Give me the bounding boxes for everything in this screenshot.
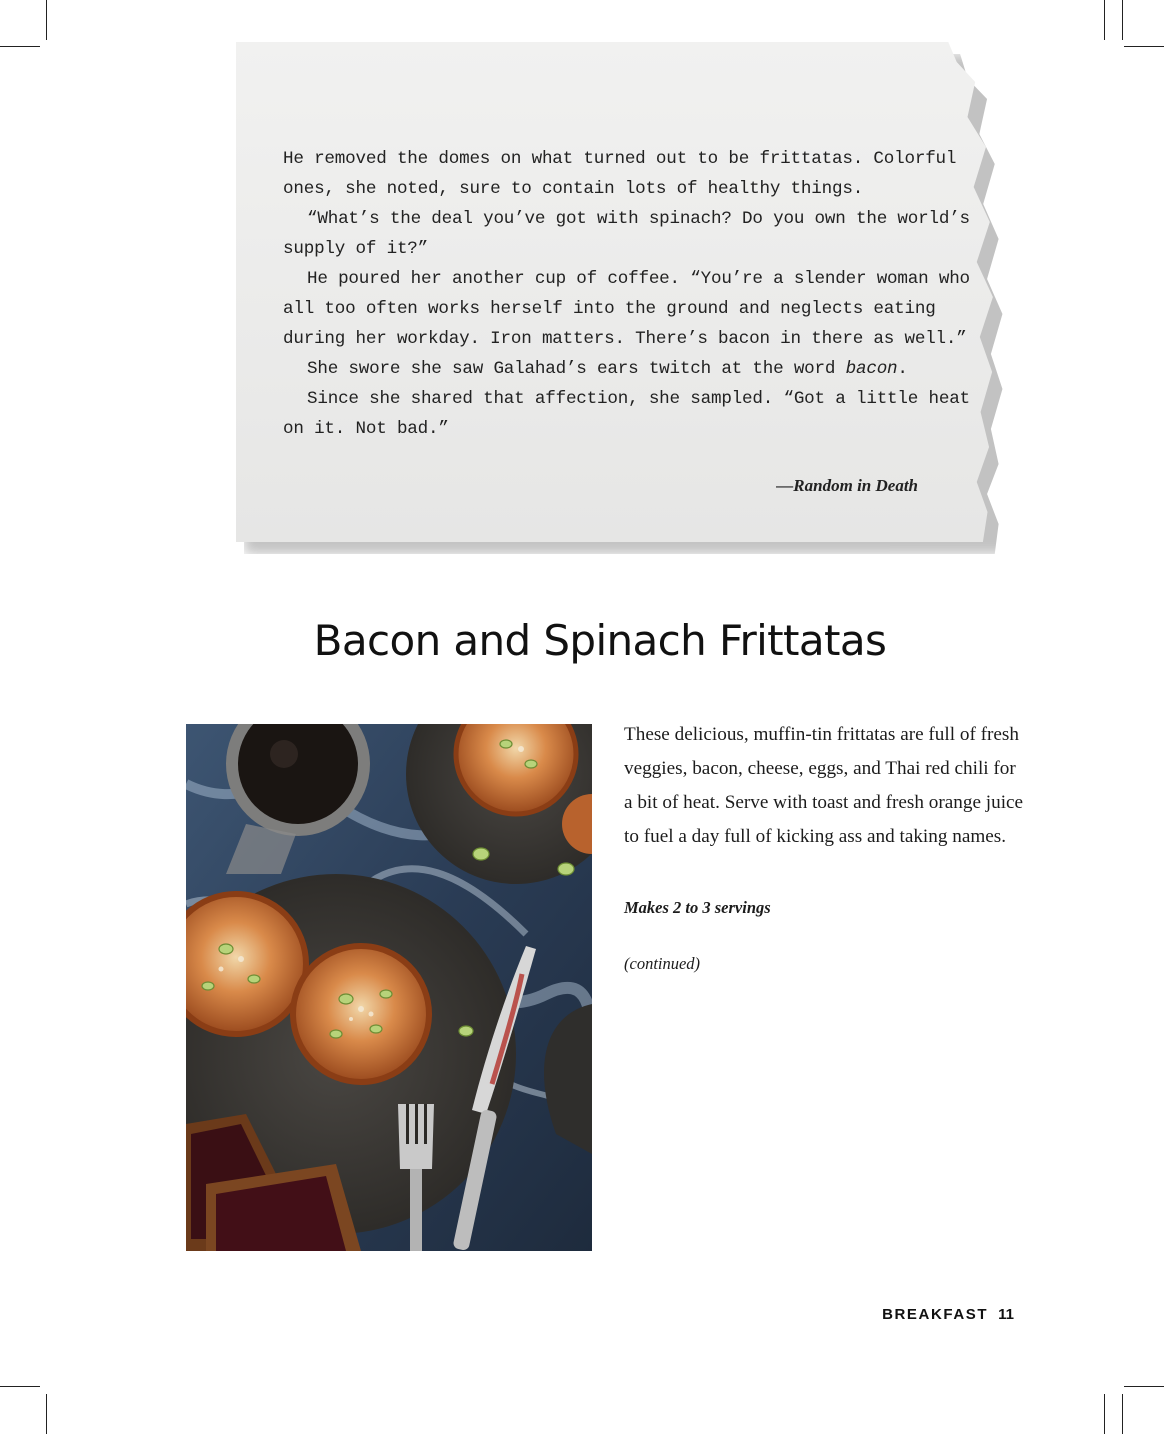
excerpt-attribution: —Random in Death [776, 476, 918, 495]
section-name: BREAKFAST [882, 1306, 989, 1323]
excerpt-paragraph: “What’s the deal you’ve got with spinach? Do you own the world’s supply of it?” [283, 209, 970, 259]
excerpt-emphasis: bacon [845, 359, 898, 379]
crop-mark [1122, 0, 1123, 40]
excerpt-text-run: She swore she saw Galahad’s ears twitch at the word [307, 359, 846, 379]
excerpt-paragraph: He removed the domes on what turned out to be frittatas. Colorful ones, she noted, sure to contain lots of healthy things. [283, 149, 957, 199]
crop-mark [0, 46, 40, 47]
recipe-title: Bacon and Spinach Frittatas [313, 616, 887, 665]
crop-mark [0, 1386, 40, 1387]
recipe-intro [624, 718, 1024, 854]
page-number: 11 [998, 1306, 1014, 1323]
recipe-intro-text: These delicious, muffin-tin frittatas are full of fresh veggies, bacon, cheese, eggs, and Thai red chili for a bit of heat. Serve with toast and fresh orange juice to fuel a day full of kicking ass and taking names. [624, 724, 1024, 847]
crop-mark [1122, 1394, 1123, 1434]
frittata-photo [186, 724, 592, 1251]
crop-mark [1124, 1386, 1164, 1387]
excerpt-text [283, 144, 973, 444]
crop-mark [1104, 1394, 1105, 1434]
excerpt-paragraph: Since she shared that affection, she sampled. “Got a little heat on it. Not bad.” [283, 389, 970, 439]
novel-excerpt-card [236, 42, 1026, 560]
excerpt-paragraph: He poured her another cup of coffee. “You’re a slender woman who all too often works herself into the ground and neglects eating during her workday. Iron matters. There’s bacon in there as well.” [283, 269, 970, 349]
crop-mark [46, 1394, 47, 1434]
crop-mark [1104, 0, 1105, 40]
continued-note: (continued) [624, 954, 701, 973]
page-folio [882, 1306, 1014, 1323]
crop-mark [1124, 46, 1164, 47]
excerpt-paragraph [283, 354, 973, 384]
excerpt-text-run: . [897, 359, 908, 379]
crop-mark [46, 0, 47, 40]
recipe-servings: Makes 2 to 3 servings [624, 898, 771, 917]
